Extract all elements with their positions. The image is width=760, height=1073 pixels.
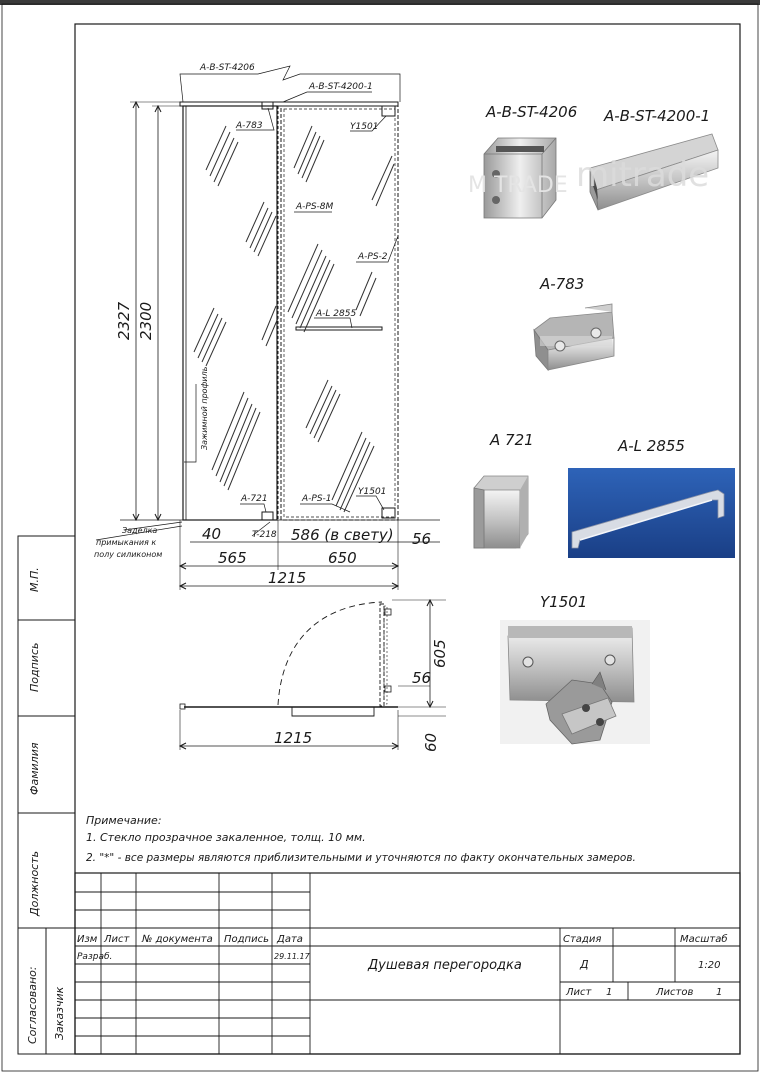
tb-data: Дата <box>277 934 303 945</box>
parts-catalog <box>468 103 735 744</box>
glass-hatching <box>194 126 394 512</box>
part-label-al2855: A-L 2855 <box>618 437 685 455</box>
callout-a783: A-783 <box>236 121 263 131</box>
part-label-a721: A 721 <box>490 431 534 449</box>
tb-date-value: 29.11.17 <box>274 952 310 961</box>
tb-podpis: Подпись <box>224 934 269 945</box>
callout-aps1: A-PS-1 <box>302 494 332 504</box>
stamp-podpis: Подпись <box>28 642 41 692</box>
dim-1215b: 1215 <box>274 729 313 747</box>
dim-565: 565 <box>218 549 247 567</box>
dim-586: 586 (в свету) <box>291 526 394 544</box>
callout-y1501-top: Y1501 <box>350 122 379 132</box>
notes-title: Примечание: <box>86 814 162 827</box>
callout-sealing-1: Заделка <box>122 526 158 535</box>
stamp-zakazchik: Заказчик <box>53 986 66 1040</box>
part-watermark-small: M TRADE <box>468 173 568 198</box>
tb-list-label: Лист <box>566 987 592 998</box>
callout-sealing-3: полу силиконом <box>94 550 163 559</box>
tb-listov-value: 1 <box>716 987 723 998</box>
callout-abst4206: A-B-ST-4206 <box>200 63 255 73</box>
dim-650: 650 <box>328 549 357 567</box>
callout-t218: T-218 <box>252 530 277 540</box>
tb-title: Душевая перегородка <box>368 958 522 973</box>
dim-56b: 56 <box>412 669 432 687</box>
tb-list: Лист <box>104 934 130 945</box>
callout-a721: A-721 <box>241 494 268 504</box>
tb-masshtab-value: 1:20 <box>698 960 721 971</box>
callout-clamp-profile: Зажимной профиль <box>200 366 209 450</box>
tb-doc-no: № документа <box>142 934 213 945</box>
stamp-soglasovano: Согласовано: <box>26 966 39 1044</box>
callout-al2855: A-L 2855 <box>316 309 357 319</box>
part-label-a783: A-783 <box>540 275 585 293</box>
callout-y1501-bottom: Y1501 <box>358 487 387 497</box>
stamp-mp: М.П. <box>28 567 41 592</box>
dim-60: 60 <box>422 732 440 752</box>
dim-40: 40 <box>202 525 222 543</box>
part-image-a721 <box>474 476 528 548</box>
part-label-abst4206: A-B-ST-4206 <box>486 103 578 121</box>
tb-masshtab: Масштаб <box>680 934 728 945</box>
plan-view <box>180 600 449 752</box>
notes-line2: 2. "*" - все размеры являются приблизительными и уточняются по факту окончательных замеров. <box>86 852 636 864</box>
title-block <box>75 873 740 1054</box>
callout-abst42001: A-B-ST-4200-1 <box>309 82 373 92</box>
side-stamp <box>18 536 75 1054</box>
part-image-a783 <box>534 304 614 370</box>
notes-line1: 1. Стекло прозрачное закаленное, толщ. 10 мм. <box>86 831 366 844</box>
dim-605: 605 <box>431 639 449 668</box>
tb-razrab: Разраб. <box>77 952 113 962</box>
part-label-y1501: Y1501 <box>540 593 588 611</box>
callout-sealing-2: примыкания к <box>96 538 157 547</box>
tb-stadia-value: Д <box>580 958 589 971</box>
part-image-y1501 <box>500 620 650 744</box>
notes <box>86 814 636 864</box>
tb-izm: Изм <box>77 934 98 945</box>
callout-aps2: A-PS-2 <box>358 252 388 262</box>
part-watermark: mitrade <box>576 155 710 195</box>
front-elevation <box>94 63 440 590</box>
callout-aps8m: A-PS-8M <box>296 202 334 212</box>
stamp-familia: Фамилия <box>28 742 41 795</box>
dim-2300: 2300 <box>137 301 155 340</box>
tb-stadia: Стадия <box>563 934 602 945</box>
dim-1215a: 1215 <box>268 569 307 587</box>
part-label-abst42001: A-B-ST-4200-1 <box>604 107 711 125</box>
dim-2327: 2327 <box>115 301 133 340</box>
dim-56a: 56 <box>412 530 432 548</box>
tb-list-value: 1 <box>606 987 613 998</box>
part-image-al2855 <box>568 468 735 558</box>
tb-listov-label: Листов <box>656 987 694 998</box>
stamp-dolzhnost: Должность <box>28 850 41 916</box>
